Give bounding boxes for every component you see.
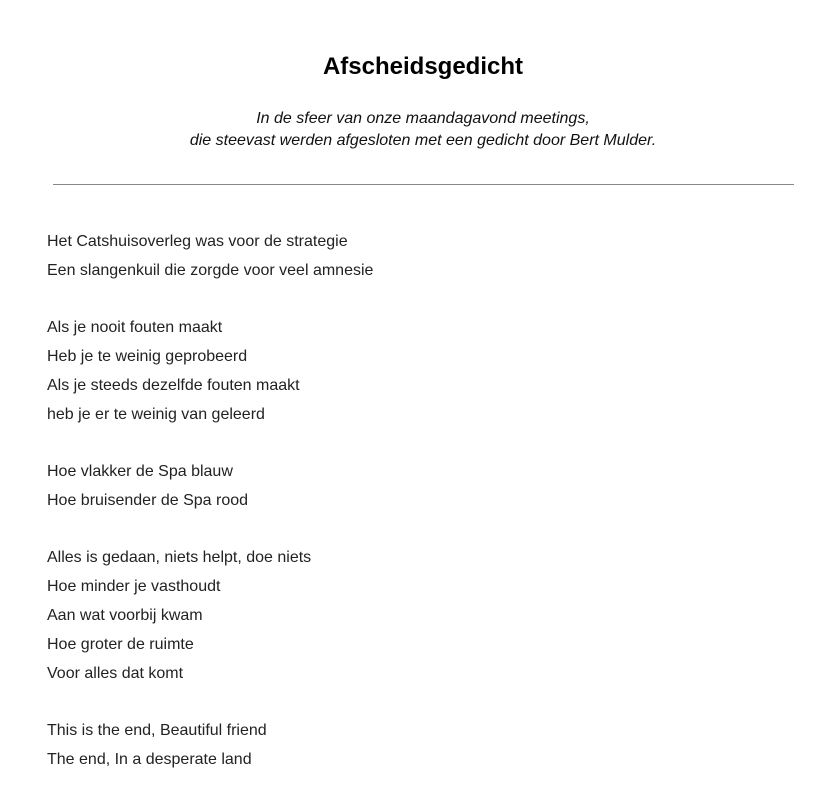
poem-line: Aan wat voorbij kwam — [47, 607, 203, 624]
poem-line: Hoe bruisender de Spa rood — [47, 492, 249, 509]
poem-line: Hoe minder je vasthoudt — [47, 578, 221, 595]
poem-line: heb je er te weinig van geleerd — [47, 406, 265, 423]
stanza — [47, 716, 373, 774]
stanza — [47, 227, 373, 285]
poem — [47, 227, 373, 774]
poem-line: Een slangenkuil die zorgde voor veel amnesie — [47, 262, 374, 279]
stanza — [47, 457, 373, 515]
poem-line: Voor alles dat komt — [47, 665, 184, 682]
stanza — [47, 543, 373, 688]
subtitle-line: In de sfeer van onze maandagavond meetings, — [256, 110, 590, 127]
poem-line: Als je nooit fouten maakt — [47, 319, 223, 336]
poem-line: Als je steeds dezelfde fouten maakt — [47, 377, 300, 394]
page-title: Afscheidsgedicht — [322, 53, 524, 80]
poem-line: The end, In a desperate land — [47, 751, 252, 768]
stanza — [47, 313, 373, 429]
divider — [53, 184, 794, 185]
poem-line: Heb je te weinig geprobeerd — [47, 348, 248, 365]
poem-line: Hoe vlakker de Spa blauw — [47, 463, 233, 480]
poem-line: Hoe groter de ruimte — [47, 636, 194, 653]
poem-line: Alles is gedaan, niets helpt, doe niets — [47, 549, 312, 566]
subtitle — [0, 108, 838, 151]
poem-line: Het Catshuisoverleg was voor de strategie — [47, 233, 348, 250]
poem-line: This is the end, Beautiful friend — [47, 722, 267, 739]
subtitle-line: die steevast werden afgesloten met een gedicht door Bert Mulder. — [189, 131, 657, 149]
